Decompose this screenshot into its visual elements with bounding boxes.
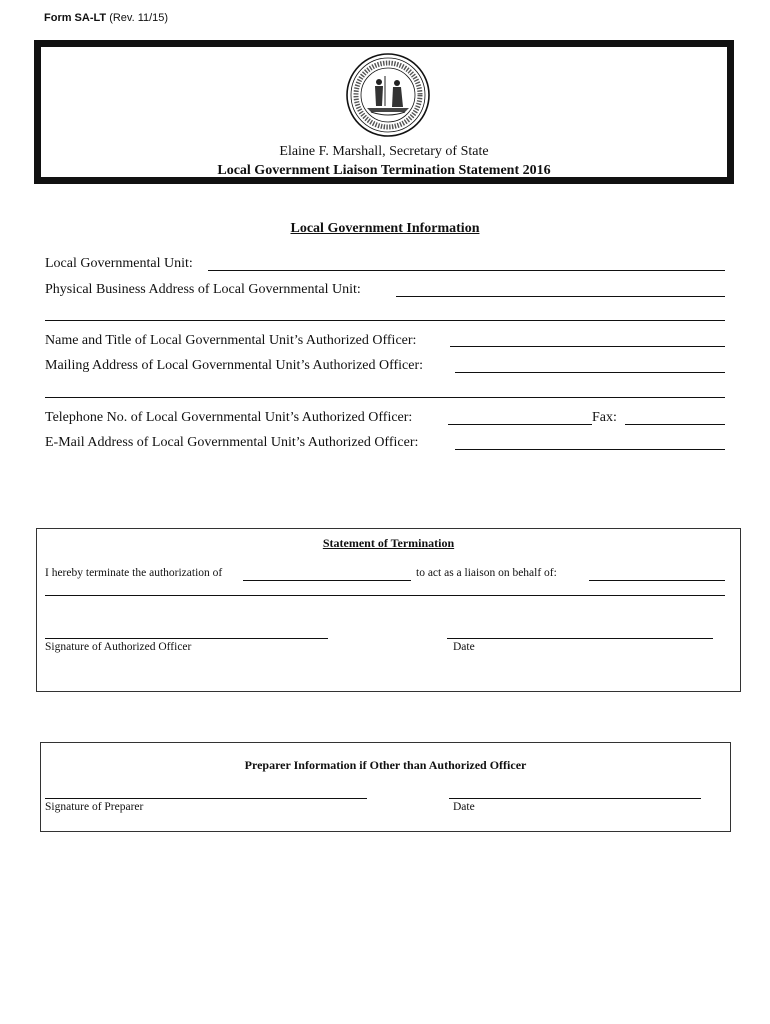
form-code: Form SA-LT (44, 12, 107, 24)
officer-name-label: Name and Title of Local Governmental Unit’s Authorized Officer: (45, 333, 417, 348)
behalf-of-input-line[interactable] (589, 580, 725, 581)
email-label: E-Mail Address of Local Governmental Unit’s Authorized Officer: (45, 435, 419, 450)
mailing-label: Mailing Address of Local Governmental Unit’s Authorized Officer: (45, 358, 424, 373)
termination-prefix: I hereby terminate the authorization of (45, 567, 223, 579)
preparer-date-line[interactable] (449, 798, 701, 799)
officer-name-input-line[interactable] (450, 346, 725, 347)
termination-heading: Statement of Termination (322, 536, 455, 550)
termination-suffix: to act as a liaison on behalf of: (416, 567, 557, 579)
form-revision: (Rev. 11/15) (109, 12, 169, 24)
preparer-box (40, 742, 731, 832)
address-input-line[interactable] (396, 296, 725, 297)
local-info-heading: Local Government Information (290, 221, 480, 236)
termination-box (36, 528, 741, 692)
officer-signature-label: Signature of Authorized Officer (45, 641, 192, 653)
form-identifier (44, 12, 168, 24)
address-input-line-2[interactable] (45, 320, 725, 321)
state-seal-icon (345, 52, 431, 138)
preparer-date-label: Date (453, 801, 475, 813)
form-title: Local Government Liaison Termination Statement 2016 (217, 163, 551, 178)
preparer-signature-label: Signature of Preparer (45, 801, 144, 813)
behalf-of-input-line-2[interactable] (45, 595, 725, 596)
address-label: Physical Business Address of Local Governmental Unit: (45, 282, 361, 297)
officer-date-line[interactable] (447, 638, 713, 639)
unit-input-line[interactable] (208, 270, 725, 271)
preparer-signature-line[interactable] (45, 798, 367, 799)
liaison-name-input-line[interactable] (243, 580, 411, 581)
preparer-heading: Preparer Information if Other than Authorized Officer (244, 758, 527, 772)
phone-label: Telephone No. of Local Governmental Unit’s Authorized Officer: (45, 410, 413, 425)
mailing-input-line-2[interactable] (45, 397, 725, 398)
fax-input-line[interactable] (625, 424, 725, 425)
mailing-input-line[interactable] (455, 372, 725, 373)
officer-signature-line[interactable] (45, 638, 328, 639)
secretary-name: Elaine F. Marshall, Secretary of State (279, 144, 489, 159)
email-input-line[interactable] (455, 449, 725, 450)
phone-input-line[interactable] (448, 424, 592, 425)
header-box (34, 40, 734, 184)
unit-label: Local Governmental Unit: (45, 256, 193, 271)
fax-label: Fax: (592, 410, 617, 425)
officer-date-label: Date (453, 641, 475, 653)
